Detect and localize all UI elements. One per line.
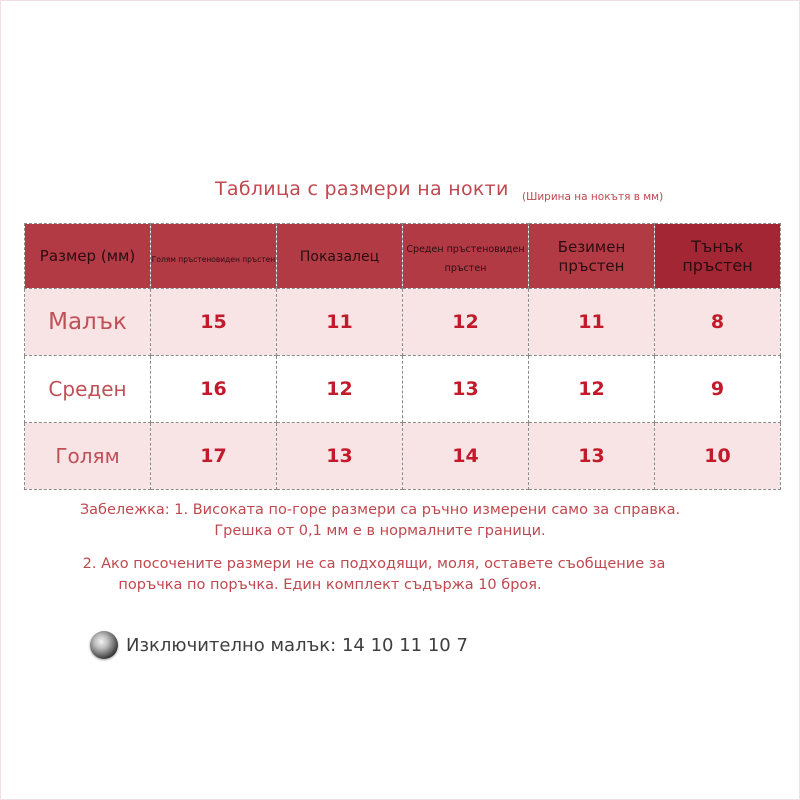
row-label-small: Малък	[25, 289, 151, 356]
cell-value: 16	[151, 356, 277, 423]
header-middle-label: Среден пръстеновиден пръстен	[406, 244, 525, 274]
header-index	[277, 224, 403, 289]
extra-small-option[interactable]	[90, 630, 468, 660]
header-size-label: Размер (мм)	[39, 247, 136, 266]
title-row	[0, 176, 800, 210]
header-index-label: Показалец	[299, 249, 380, 266]
page-title: Таблица с размери на нокти	[215, 178, 509, 200]
row-label-large: Голям	[25, 423, 151, 490]
header-pinky	[655, 224, 781, 289]
header-pinky-label: Тънък пръстен	[682, 236, 753, 275]
note-1-line-2: Грешка от 0,1 мм е в нормалните граници.	[214, 523, 546, 539]
table-header-row	[25, 224, 781, 289]
cell-value: 12	[277, 356, 403, 423]
cell-value: 9	[655, 356, 781, 423]
cell-value: 13	[277, 423, 403, 490]
cell-value: 12	[529, 356, 655, 423]
cell-value: 11	[277, 289, 403, 356]
cell-value: 17	[151, 423, 277, 490]
table-row	[25, 356, 781, 423]
table-row	[25, 423, 781, 490]
cell-value: 14	[403, 423, 529, 490]
note-1-line-1: Забележка: 1. Високата по-горе размери са ръчно измерени само за справка.	[79, 502, 681, 518]
header-size	[25, 224, 151, 289]
page-subtitle: (Ширина на нокътя в мм)	[522, 191, 664, 203]
header-ring	[529, 224, 655, 289]
header-thumb-label: Голям пръстеновиден пръстен	[151, 254, 276, 264]
note-2-line-2: поръчка по поръчка. Един комплект съдържа 10 броя.	[118, 577, 542, 593]
cell-value: 11	[529, 289, 655, 356]
extra-small-label: Изключително малък: 14 10 11 10 7	[126, 634, 468, 656]
header-thumb	[151, 224, 277, 289]
header-ring-label: Безимен пръстен	[557, 238, 626, 275]
radio-button-icon[interactable]	[90, 631, 118, 659]
size-table	[24, 223, 781, 490]
cell-value: 10	[655, 423, 781, 490]
table-row	[25, 289, 781, 356]
header-middle	[403, 224, 529, 289]
row-label-medium: Среден	[25, 356, 151, 423]
cell-value: 8	[655, 289, 781, 356]
cell-value: 15	[151, 289, 277, 356]
cell-value: 13	[529, 423, 655, 490]
note-2-line-1: 2. Ако посочените размери не са подходящи, моля, оставете съобщение за	[82, 556, 666, 572]
cell-value: 12	[403, 289, 529, 356]
cell-value: 13	[403, 356, 529, 423]
